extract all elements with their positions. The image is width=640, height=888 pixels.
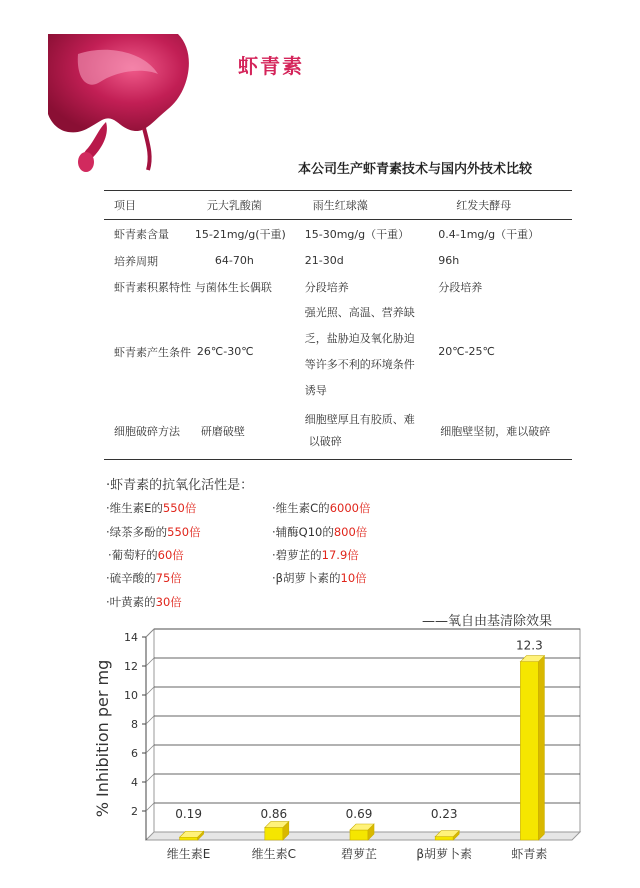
- column-header: 元大乳酸菌: [195, 191, 305, 220]
- bar-value-label: 0.19: [175, 807, 202, 821]
- item-value: 10倍: [340, 571, 367, 585]
- cell-line: 细胞壁厚且有胶质、难: [304, 413, 415, 427]
- antioxidant-item: [272, 570, 367, 586]
- item-prefix: ·葡萄籽的: [108, 548, 158, 562]
- item-value: 75倍: [155, 571, 182, 585]
- table-row: [104, 274, 572, 300]
- y-tick-label: 12: [124, 660, 138, 673]
- column-header: 雨生红球藻: [305, 191, 439, 220]
- table-cell: 培养周期: [114, 254, 158, 268]
- table-cell: 0.4-1mg/g（干重）: [438, 227, 540, 241]
- item-value: 30倍: [155, 595, 182, 609]
- item-value: 60倍: [157, 548, 184, 562]
- bar: [265, 828, 283, 840]
- item-value: 6000倍: [329, 501, 371, 515]
- item-value: 550倍: [162, 501, 197, 515]
- column-header: 项目: [104, 191, 195, 220]
- y-tick-label: 4: [131, 776, 138, 789]
- gridline-depth: [146, 629, 154, 637]
- table-cell: 研磨破壁: [195, 404, 305, 460]
- bar-value-label: 12.3: [516, 638, 543, 653]
- gridline-depth: [146, 687, 154, 695]
- table-cell: 虾青素积累特性: [114, 280, 191, 294]
- antioxidant-item: [272, 547, 359, 563]
- table-header-row: [104, 191, 572, 220]
- x-tick-label: 虾青素: [511, 847, 548, 861]
- cell-line: 诱导: [304, 383, 327, 397]
- chart-title: ——氧自由基清除效果: [422, 614, 553, 629]
- bar: [350, 830, 368, 840]
- x-tick-label: β胡萝卜素: [416, 847, 473, 861]
- item-value: 17.9倍: [321, 548, 359, 562]
- antioxidant-item: [106, 524, 201, 540]
- bar-value-label: 0.23: [430, 807, 458, 821]
- table-cell: 15-30mg/g（干重）: [304, 227, 410, 241]
- comparison-table-title: 本公司生产虾青素技术与国内外技术比较: [298, 162, 533, 177]
- x-tick-label: 碧萝芷: [340, 847, 378, 861]
- item-prefix: ·维生素E的: [106, 501, 163, 515]
- table-cell: 96h: [438, 254, 460, 267]
- y-tick-label: 10: [124, 689, 138, 702]
- item-prefix: ·叶黄素的: [106, 595, 156, 609]
- antioxidant-item: [106, 594, 182, 610]
- antioxidant-item: [272, 500, 370, 516]
- comparison-table: [104, 190, 572, 460]
- bar: [435, 837, 453, 840]
- antioxidant-item: [272, 524, 367, 540]
- y-tick-label: 8: [131, 718, 138, 731]
- item-value: 800倍: [333, 525, 368, 539]
- table-cell: 与菌体生长偶联: [194, 280, 272, 294]
- item-value: 550倍: [167, 525, 201, 539]
- y-axis-label: % Inhibition per mg: [93, 659, 112, 818]
- table-cell: 分段培养: [438, 280, 483, 294]
- table-cell: 分段培养: [304, 280, 349, 294]
- page-title: 虾青素: [238, 54, 304, 78]
- x-tick-label: 维生素E: [166, 847, 211, 861]
- table-cell: 细胞破碎方法: [104, 404, 195, 460]
- item-prefix: ·硫辛酸的: [106, 571, 156, 585]
- gridline-depth: [146, 658, 154, 666]
- column-header: 红发夫酵母: [438, 191, 572, 220]
- x-tick-label: 维生素C: [251, 847, 296, 861]
- table-cell: 20℃-25℃: [438, 345, 495, 358]
- item-prefix: ·碧萝芷的: [272, 548, 322, 562]
- gridline-depth: [146, 716, 154, 724]
- bar: [180, 837, 198, 840]
- gridline-depth: [146, 774, 154, 782]
- table-cell: 64-70h: [214, 254, 254, 267]
- table-cell: 虾青素含量: [114, 227, 169, 241]
- table-cell: 细胞壁坚韧，难以破碎: [438, 404, 572, 460]
- table-cell: 21-30d: [304, 254, 344, 267]
- table-row: [104, 300, 572, 404]
- bar-side: [538, 656, 544, 840]
- y-tick-label: 2: [131, 805, 138, 818]
- bar: [520, 662, 538, 840]
- item-prefix: ·维生素C的: [272, 501, 330, 515]
- table-cell: 15-21mg/g(干重): [194, 227, 286, 241]
- cell-line: 等许多不利的环境条件: [304, 357, 415, 371]
- antioxidant-item: [108, 547, 184, 563]
- plot-back-wall: [154, 629, 580, 832]
- table-cell: 虾青素产生条件: [114, 345, 191, 359]
- bar-value-label: 0.69: [345, 807, 373, 821]
- item-prefix: ·绿茶多酚的: [106, 525, 168, 539]
- table-cell: 26℃-30℃: [196, 345, 254, 358]
- table-row: [104, 404, 572, 460]
- y-tick-label: 6: [131, 747, 138, 760]
- antioxidant-item: [106, 570, 182, 586]
- cell-line: 以破碎: [308, 435, 342, 449]
- table-row: [104, 220, 572, 248]
- item-prefix: ·辅酶Q10的: [272, 525, 334, 539]
- table-row: [104, 248, 572, 274]
- ink-splash-decoration: [48, 34, 198, 184]
- table-cell-multiline: [305, 404, 439, 460]
- table-cell-multiline: [305, 300, 439, 404]
- bar-chart: [0, 620, 640, 888]
- gridline-depth: [146, 745, 154, 753]
- antioxidant-title: ·虾青素的抗氧化活性是：: [106, 478, 254, 493]
- cell-line: 乏，盐胁迫及氧化胁迫: [304, 331, 415, 345]
- bar-value-label: 0.86: [260, 807, 288, 821]
- y-tick-label: 14: [124, 631, 138, 644]
- antioxidant-item: [106, 500, 196, 516]
- item-prefix: ·β胡萝卜素的: [272, 571, 341, 585]
- cell-line: 强光照、高温、营养缺: [304, 305, 415, 319]
- gridline-depth: [146, 803, 154, 811]
